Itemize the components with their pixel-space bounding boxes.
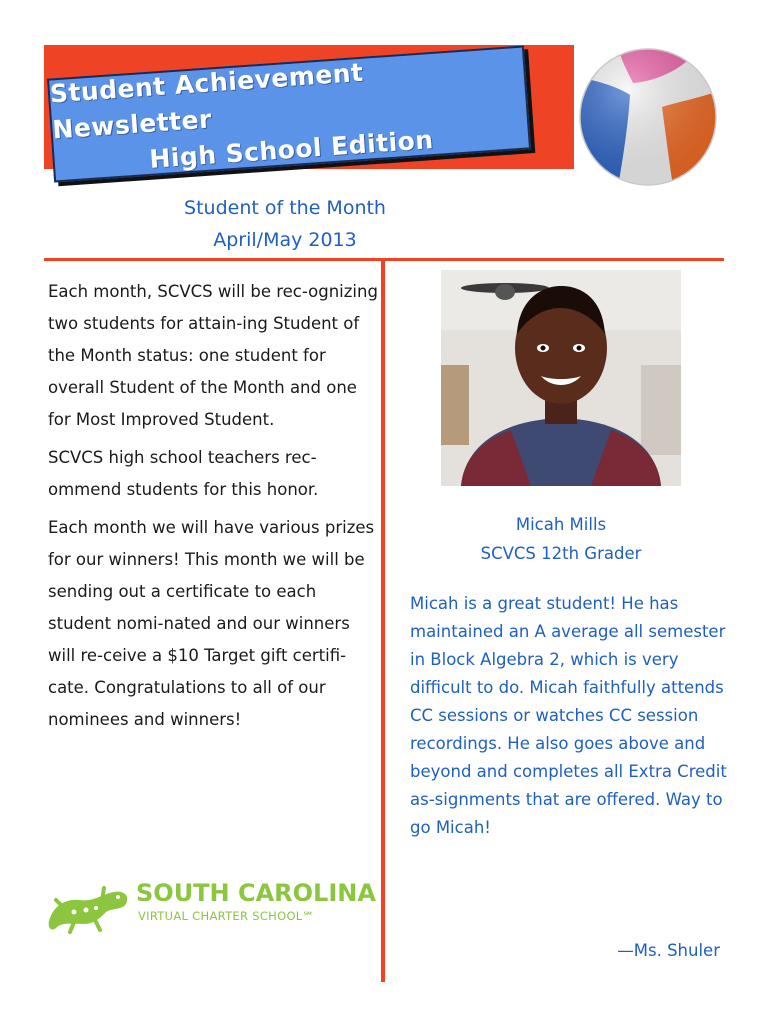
newsletter-subtitle: High School Edition bbox=[148, 125, 435, 174]
vertical-divider bbox=[381, 260, 385, 982]
student-caption bbox=[420, 510, 702, 568]
logo-subtitle: VIRTUAL CHARTER SCHOOL℠ bbox=[138, 909, 315, 923]
gecko-icon bbox=[44, 878, 132, 936]
section-heading-title: Student of the Month bbox=[184, 197, 386, 219]
student-grade: SCVCS 12th Grader bbox=[480, 544, 642, 563]
intro-paragraph: Each month, SCVCS will be rec-ognizing two students for attain-ing Student of the Month status: one student for overall Student of the Month and one for Most Improved Student. bbox=[48, 282, 378, 429]
section-heading bbox=[140, 192, 430, 256]
teachers-paragraph: SCVCS high school teachers rec-ommend students for this honor. bbox=[48, 448, 319, 499]
student-blurb: Micah is a great student! He has maintained an A average all semester in Block Algebra 2, which is very difficult to do. Micah faithfully attends CC sessions or watches CC session recordings. He also goes above and beyond and completes all Extra Credit as-signments that are offered. Way to go Micah! bbox=[410, 594, 727, 837]
student-name: Micah Mills bbox=[515, 515, 607, 534]
student-photo-image bbox=[441, 270, 681, 486]
student-photo bbox=[441, 270, 681, 486]
newsletter-title: Student Achievement Newsletter bbox=[49, 57, 365, 145]
school-logo bbox=[44, 878, 374, 936]
left-column bbox=[48, 276, 378, 742]
logo-name: SOUTH CAROLINA bbox=[136, 879, 376, 907]
beach-ball-icon bbox=[578, 47, 718, 187]
signature: —Ms. Shuler bbox=[617, 941, 720, 960]
section-heading-date: April/May 2013 bbox=[213, 229, 357, 251]
prizes-paragraph: Each month we will have various prizes for our winners! This month we will be sending out a certificate to each student nomi-nated and our winners will re-ceive a $10 Target gift certifi-cate. Congratulations to all of our nominees and winners! bbox=[48, 518, 375, 729]
